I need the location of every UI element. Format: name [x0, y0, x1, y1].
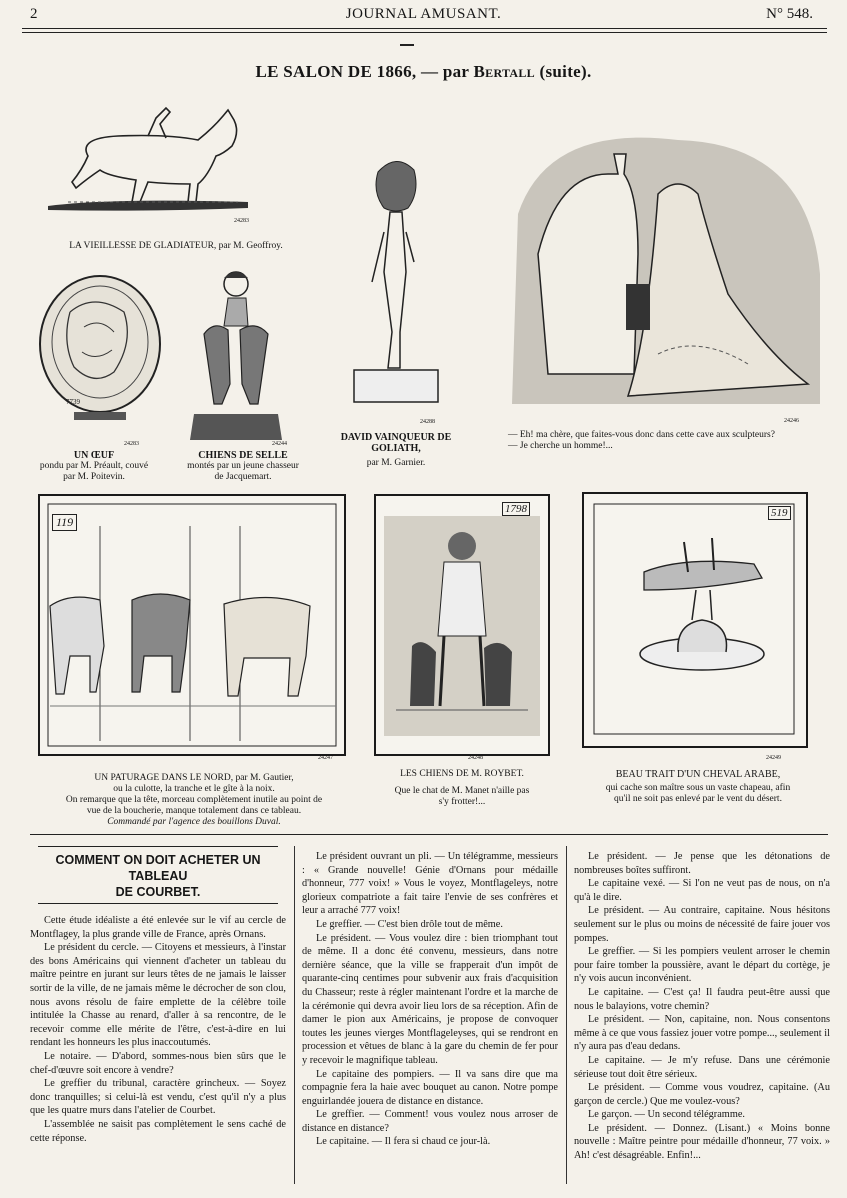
illustration-number: 24283 [234, 218, 249, 224]
couple-cave-sketch [508, 134, 824, 410]
arab-horse-frame [582, 492, 808, 748]
paragraph: Le greffier du tribunal, caractère grincheux. — Soyez donc tranquilles; si celui-là est vendu, c'est qu'il n'y a plus que les quatre murs dans l'atelier de Courbet. [30, 1078, 286, 1117]
caption-couple: — Eh! ma chère, que faites-vous donc dans cette cave aux sculpteurs? — Je cherche un homme!... [508, 430, 775, 451]
page-title: LE SALON DE 1866, — par Bertall (suite). [255, 62, 592, 81]
caption-gladiator: LA VIEILLESSE DE GLADIATEUR, par M. Geoffroy. [69, 241, 283, 251]
paragraph: Le président du cercle. — Citoyens et messieurs, à l'instar des bons Américains qui viennent d'acheter un tableau du maître peintre en jurant sur leurs têtes de ne jamais le laisser sortir de la ville, de ne jamais même le décrocher de son clou, nous avons résolu de faire emplette de la célèbre toile intitulée la Chasse au renard, d'aller à sa rencontre, de le recevoir comme elle mérite de l'être, c'est-à-dire en lui rendant les honneurs les plus inaccoutumés. [30, 942, 286, 1049]
article-column-2 [302, 850, 558, 1149]
paragraph: Le président. — Donnez. (Lisant.) « Moins bonne nouvelle : Maître peintre pour médaille d'honneur, 77 voix. » Ah! c'est désagréable. Enfin!... [574, 1122, 830, 1162]
paragraph: Le notaire. — D'abord, sommes-nous bien sûrs que le chef-d'œuvre soit encore à vendre? [30, 1050, 286, 1076]
column-rule [566, 846, 567, 1184]
paragraph: Le capitaine des pompiers. — Il va sans dire que ma compagnie fera la haie avec bouquet au canon. Notre pompe enguirlandée jouera de distance en distance. [302, 1068, 558, 1107]
egg-sketch [34, 272, 166, 424]
caption-david: DAVID VAINQUEUR DE GOLIATH, par M. Garnier. [340, 432, 452, 468]
paragraph: Le greffier. — Si les pompiers veulent arroser le chemin pour faire tomber la poussière, avant le départ du cortège, je n'y vois aucun inconvénient. [574, 946, 830, 985]
paragraph: L'assemblée ne saisit pas complètement le sens caché de cette réponse. [30, 1118, 286, 1144]
paragraph: Le président. — Je pense que les détonations de nombreuses boîtes suffiront. [574, 851, 830, 876]
paragraph: Le greffier. — Comment! vous voulez nous arroser de distance en distance? [302, 1109, 558, 1134]
paragraph: Le capitaine. — Je m'y refuse. Dans une cérémonie sérieuse tout doit être sérieux. [574, 1054, 830, 1080]
caption-pasture: UN PATURAGE DANS LE NORD, par M. Gautier, ou la culotte, la tranche et le gîte à la noix. On remarque que la tête, morceau complètement inutile au point de vue de la boucherie, manque totalement dans ce tableau. Commandé par l'agence des bouillons Duval. [65, 773, 323, 827]
caption-egg: UN ŒUF pondu par M. Préault, couvé par M. Poitevin. [39, 450, 149, 482]
catalogue-tag: 1798 [502, 502, 530, 516]
paragraph: Le garçon. — Un second télégramme. [588, 1109, 745, 1121]
header-rule-2 [22, 32, 827, 33]
paragraph: Le président. — Comme vous voudrez, capitaine. (Au garçon de cercle.) Que me voulez-vous? [574, 1082, 830, 1107]
gladiator-horse-sketch [48, 98, 280, 218]
article-column-3 [574, 850, 830, 1163]
header-rule [22, 28, 827, 29]
roybet-frame [374, 494, 550, 756]
issue-number: N° 548. [766, 6, 813, 22]
paragraph: Le président ouvrant un pli. — Un télégramme, messieurs : « Grande nouvelle! Génie d'Ornans pour médaille d'honneur, 777 voix! » Vous le voyez, Montflageleys, notre glorieux compatriote a fait taire l'envie de ses confrères et leur a arraché 777 voix! [302, 851, 558, 917]
catalogue-tag: 519 [768, 506, 791, 520]
paragraph: Le président. — Vous voulez dire : bien triomphant tout de même. Il a donc été convenu, messieurs, dans notre dernière séance, que la ville se frapperait d'un impôt de quarante-cinq centimes pour subvenir aux frais d'acquisition du Chasseur; reste à régler maintenant l'ordre et la marche de la cérémonie qui devra avoir lieu lors de sa réception. Afin de damer le pion aux Américains, je propose de convoquer toutes les jeunes vierges Montflageleyses, qui se rendront en procession et vêtues de blanc à la gare du chemin de fer pour y recevoir le magnifique tableau. [302, 932, 558, 1066]
page-number: 2 [30, 6, 38, 22]
paragraph: Cette étude idéaliste a été enlevée sur le vif au cercle de Montflagey, la plus grande ville de France, après Ornans. [30, 915, 286, 940]
david-statue-sketch [348, 152, 444, 404]
paragraph: Le capitaine. — Il fera si chaud ce jour-là. [316, 1136, 491, 1148]
ornament-dash [400, 44, 414, 46]
paragraph: Le capitaine vexé. — Si l'on ne veut pas de nous, on n'a qu'à le dire. [574, 878, 830, 903]
paragraph: Le capitaine. — C'est ça! Il faudra peut-être aussi que nous le balayions, votre chemin? [574, 986, 830, 1012]
paragraph: Le président. — Au contraire, capitaine. Nous hésitons seulement sur le plus ou moins de nécessité de faire jouer vos pompes. [574, 905, 830, 944]
article-heading: COMMENT ON DOIT ACHETER UN TABLEAU DE COURBET. [55, 853, 261, 899]
catalogue-tag: 119 [52, 514, 77, 531]
journal-title: JOURNAL AMUSANT. [345, 6, 502, 22]
article-column-1 [30, 846, 286, 1145]
paragraph: Le greffier. — C'est bien drôle tout de même. [316, 918, 503, 930]
section-rule [30, 834, 828, 835]
pasture-frame [38, 494, 346, 756]
caption-roybet: LES CHIENS DE M. ROYBET. Que le chat de M. Manet n'aille pas s'y frotter!... [394, 769, 530, 807]
column-rule [294, 846, 295, 1184]
caption-saddle-dogs: CHIENS DE SELLE montés par un jeune chasseur de Jacquemart. [187, 450, 299, 482]
saddle-dogs-sketch [184, 264, 288, 440]
paragraph: Le président. — Non, capitaine, non. Nous consentons même à ce que vous fassiez jouer votre pompe..., seulement il n'y aura pas d'eau dedans. [574, 1014, 830, 1053]
caption-arab-horse: BEAU TRAIT D'UN CHEVAL ARABE, qui cache son maître sous un vaste chapeau, afin qu'il ne soit pas enlevé par le vent du désert. [605, 769, 791, 804]
